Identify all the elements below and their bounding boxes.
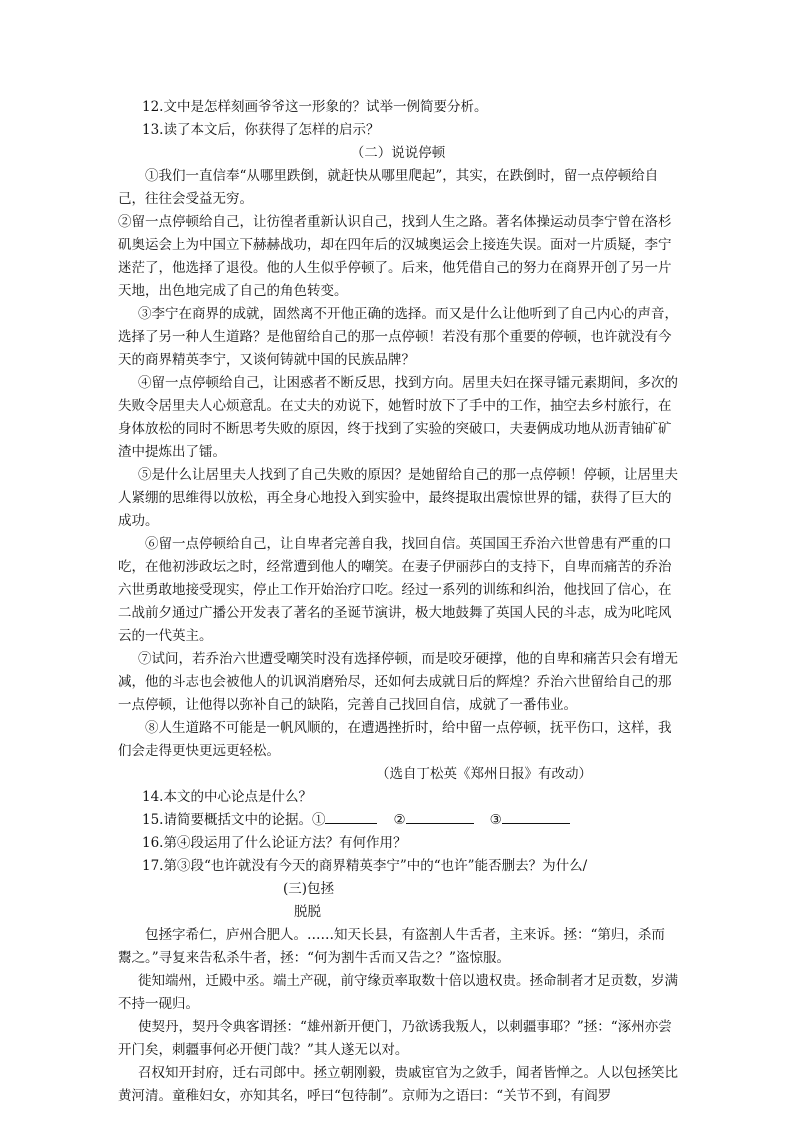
paragraph-6: ⑥留一点停顿给自己，让自卑者完善自我，找回自信。英国国王乔治六世曾患有严重的口吃，在他初涉政坛之时，经常遭到他人的嘲笑。在妻子伊丽莎白的支持下，自卑而痛苦的乔治六世勇敢地接受现实，停止工作开始治疗口吃。经过一系列的训练和纠治，他找回了信心，在二战前夕通过广播公开发表了著名的圣诞节演讲，极大地鼓舞了英国人民的斗志，成为叱咤风云的一代英主。 bbox=[118, 536, 672, 644]
paragraph-5: ⑤是什么让居里夫人找到了自己失败的原因？是她留给自己的那一点停顿！停顿，让居里夫人紧绷的思维得以放松，再全身心地投入到实验中，最终提取出震惊世界的镭，获得了巨大的成功。 bbox=[118, 467, 678, 529]
classical-paragraph-2: 徙知端州，迁殿中丞。端土产砚，前守缘贡率取数十倍以遗权贵。拯命制者才足贡数，岁满不持一砚归。 bbox=[118, 973, 678, 1012]
question-14: 14.本文的中心论点是什么？ bbox=[142, 789, 312, 805]
paragraph-2: ②留一点停顿给自己，让彷徨者重新认识自己，找到人生之路。著名体操运动员李宁曾在洛杉矶奥运会上为中国立下赫赫战功，却在四年后的汉城奥运会上接连失误。面对一片质疑，李宁迷茫了，他选择了退役。他的人生似乎停顿了。后来，他凭借自己的努力在商界开创了另一片天地，出色地完成了自己的角色转变。 bbox=[118, 214, 672, 299]
question-17: 17.第③段“也许就没有今天的商界精英李宁”中的“也许”能否删去？为什么/ bbox=[142, 858, 588, 874]
question-12: 12.文中是怎样刻画爷爷这一形象的？试举一例简要分析。 bbox=[142, 99, 488, 115]
paragraph-7: ⑦试问，若乔治六世遭受嘲笑时没有选择停顿，而是咬牙硬撑，他的自卑和痛苦只会有增无减，他的斗志也会被他人的讥讽消磨殆尽，还如何去成就日后的辉煌？乔治六世留给自己的那一点停顿，让他得以弥补自己的缺陷，完善自己找回自信，成就了一番伟业。 bbox=[118, 651, 678, 713]
classical-paragraph-1: 包拯字希仁，庐州合肥人。……知天长县，有盗割人牛舌者，主来诉。拯：“第归，杀而鬻之。”寻复来告私杀牛者，拯：“何为割牛舌而又告之？”盗惊服。 bbox=[118, 927, 665, 966]
section-2-title: （二）说说停顿 bbox=[350, 145, 446, 161]
paragraph-8: ⑧人生道路不可能是一帆风顺的，在遭遇挫折时，给中留一点停顿，抚平伤口，这样，我们会走得更快更远更轻松。 bbox=[118, 720, 672, 759]
answer-blank-1 bbox=[325, 809, 377, 824]
section-3-title: (三)包拯 bbox=[283, 881, 335, 897]
question-15 bbox=[118, 809, 678, 832]
question-16: 16.第④段运用了什么论证方法？有何作用？ bbox=[142, 835, 407, 851]
paragraph-1: ①我们一直信奉“从哪里跌倒，就赶快从哪里爬起”，其实，在跌倒时，留一点停顿给自己，往往会受益无穷。 bbox=[118, 168, 659, 207]
question-13: 13.读了本文后，你获得了怎样的启示？ bbox=[142, 122, 380, 138]
answer-blank-2 bbox=[406, 809, 474, 824]
classical-paragraph-4: 召权知开封府，迁右司郎中。拯立朝刚毅，贵戚宦官为之敛手，闻者皆惮之。人以包拯笑比黄河清。童稚妇女，亦知其名，呼曰“包待制”。京师为之语曰：“关节不到，有阎罗 bbox=[118, 1065, 678, 1104]
classical-paragraph-3: 使契丹，契丹令典客谓拯：“雄州新开便门，乃欲诱我叛人，以刺疆事耶？”拯：“涿州亦尝开门矣，刺疆事何必开便门哉？”其人遂无以对。 bbox=[118, 1019, 672, 1058]
question-15-marker-2: ② bbox=[393, 812, 406, 828]
source-citation: （选自丁松英《郑州日报》有改动） bbox=[376, 766, 592, 782]
paragraph-3: ③李宁在商界的成就，固然离不开他正确的选择。而又是什么让他听到了自己内心的声音，选择了另一种人生道路？是他留给自己的那一点停顿！若没有那个重要的停顿，也许就没有今天的商界精英李宁，又谈何铸就中国的民族品牌？ bbox=[118, 306, 678, 368]
section-3-author: 脱脱 bbox=[294, 904, 321, 920]
paragraph-4: ④留一点停顿给自己，让困惑者不断反思，找到方向。居里夫妇在探寻镭元素期间，多次的失败令居里夫人心烦意乱。在丈夫的劝说下，她暂时放下了手中的工作，抽空去乡村旅行，在身体放松的同时不断思考失败的原因，终于找到了实验的突破口，夫妻俩成功地从沥青铀矿矿渣中提炼出了镭。 bbox=[118, 375, 678, 460]
question-15-marker-3: ③ bbox=[489, 812, 502, 828]
document-page bbox=[118, 96, 678, 1108]
answer-blank-3 bbox=[502, 809, 570, 824]
question-15-text: 15.请简要概括文中的论据。① bbox=[142, 812, 326, 828]
